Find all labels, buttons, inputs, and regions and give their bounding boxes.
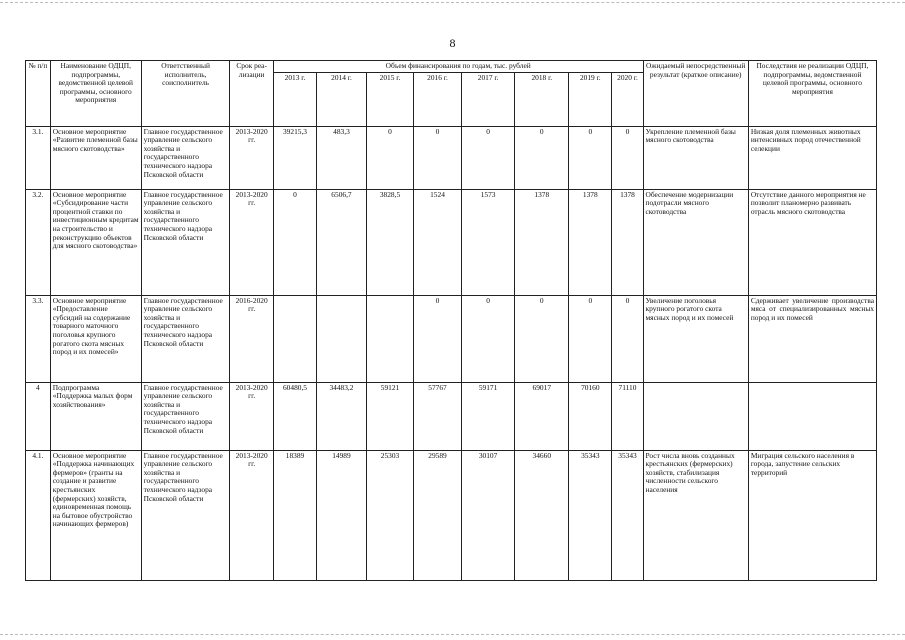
program-table (25, 60, 877, 581)
row-responsible: Главное государственное управление сельского хозяйства и государственного технического надзора Псковской области (141, 450, 230, 580)
row-term: 2013-2020 гг. (230, 189, 273, 295)
table-row (26, 382, 877, 450)
row-value (273, 295, 316, 382)
row-value: 39215,3 (273, 126, 316, 189)
row-term: 2013-2020 гг. (230, 126, 273, 189)
row-value: 0 (273, 189, 316, 295)
row-term: 2013-2020 гг. (230, 450, 273, 580)
header-year: 2015 г. (366, 72, 414, 126)
row-result: Укрепление племенной базы мясного скотоводства (643, 126, 748, 189)
row-value: 0 (414, 126, 462, 189)
header-year: 2013 г. (273, 72, 316, 126)
page-number: 8 (449, 36, 456, 50)
row-result: Обеспечение модернизации подотрасли мясного скотоводства (643, 189, 748, 295)
row-consequences: Низкая доля племенных животных интенсивных пород отечественной селекции (748, 126, 876, 189)
row-responsible: Главное государственное управление сельского хозяйства и государственного технического надзора Псковской области (141, 126, 230, 189)
table-row (26, 189, 877, 295)
row-value: 60480,5 (273, 382, 316, 450)
row-name: Основное мероприятие «Развитие племенной базы мясного скотоводства» (50, 126, 141, 189)
row-num: 3.2. (26, 189, 51, 295)
row-value: 57767 (414, 382, 462, 450)
row-value: 1524 (414, 189, 462, 295)
row-value: 0 (366, 126, 414, 189)
row-value: 34483,2 (317, 382, 367, 450)
row-value: 0 (612, 126, 643, 189)
row-value: 35343 (612, 450, 643, 580)
row-value: 30107 (461, 450, 515, 580)
row-consequences: Отсутствие данного мероприятия не позволит планомерно развивать отрасль мясного скотоводства (748, 189, 876, 295)
row-value: 0 (569, 126, 612, 189)
row-value: 70160 (569, 382, 612, 450)
header-year: 2019 г. (569, 72, 612, 126)
row-value: 3828,5 (366, 189, 414, 295)
header-name: Наименование ОДЦП, подпрограммы, ведомственной целевой программы, основного мероприятия (50, 61, 141, 127)
row-num: 4.1. (26, 450, 51, 580)
row-responsible: Главное государственное управление сельского хозяйства и государственного технического надзора Псковской области (141, 295, 230, 382)
row-num: 3.1. (26, 126, 51, 189)
header-financing: Объем финансирования по годам, тыс. рублей (273, 61, 643, 73)
row-value: 69017 (515, 382, 569, 450)
header-term: Срок реа-лизации (230, 61, 273, 127)
header-num: № п/п (26, 61, 51, 127)
row-value: 59121 (366, 382, 414, 450)
row-result (643, 382, 748, 450)
row-value: 14989 (317, 450, 367, 580)
row-value (317, 295, 367, 382)
row-consequences (748, 382, 876, 450)
row-value: 0 (414, 295, 462, 382)
row-value: 0 (569, 295, 612, 382)
row-value: 1378 (515, 189, 569, 295)
row-value: 0 (515, 295, 569, 382)
row-value: 0 (461, 126, 515, 189)
row-value (366, 295, 414, 382)
header-consequences: Последствия не реализации ОДЦП, подпрограммы, ведомственной целевой программы, основного мероприятия (748, 61, 876, 127)
row-value: 59171 (461, 382, 515, 450)
row-value: 34660 (515, 450, 569, 580)
row-num: 4 (26, 382, 51, 450)
row-consequences: Миграция сельского населения в города, запустение сельских территорий (748, 450, 876, 580)
row-value: 29589 (414, 450, 462, 580)
row-value: 0 (515, 126, 569, 189)
row-value: 483,3 (317, 126, 367, 189)
row-value: 0 (612, 295, 643, 382)
header-year: 2020 г. (612, 72, 643, 126)
header-expected-result: Ожидаемый непосредственный результат (краткое описание) (643, 61, 748, 127)
row-result: Увеличение поголовья крупного рогатого скота мясных пород и их помесей (643, 295, 748, 382)
row-responsible: Главное государственное управление сельского хозяйства и государственного технического надзора Псковской области (141, 189, 230, 295)
table-row (26, 295, 877, 382)
header-year: 2017 г. (461, 72, 515, 126)
row-value: 18389 (273, 450, 316, 580)
row-num: 3.3. (26, 295, 51, 382)
row-responsible: Главное государственное управление сельского хозяйства и государственного технического надзора Псковской области (141, 382, 230, 450)
row-value: 1378 (612, 189, 643, 295)
scan-edge-top (0, 2, 905, 3)
row-value: 71110 (612, 382, 643, 450)
header-year: 2014 г. (317, 72, 367, 126)
row-name: Основное мероприятие «Поддержка начинающих фермеров» (гранты на создание и развитие крестьянских (фермерских) хозяйств, единовременная помощь на бытовое обустройство начинающих фермеров) (50, 450, 141, 580)
row-value: 35343 (569, 450, 612, 580)
row-result: Рост числа вновь созданных крестьянских (фермерских) хозяйств, стабилизация численности сельского населения (643, 450, 748, 580)
row-value: 6506,7 (317, 189, 367, 295)
header-year: 2016 г. (414, 72, 462, 126)
row-consequences: Сдерживает увеличение производства мяса от специализированных мясных пород и их помесей (748, 295, 876, 382)
row-value: 25303 (366, 450, 414, 580)
table-row (26, 450, 877, 580)
row-term: 2013-2020 гг. (230, 382, 273, 450)
row-name: Подпрограмма «Поддержка малых форм хозяйствования» (50, 382, 141, 450)
header-responsible: Ответственный исполнитель, соисполнитель (141, 61, 230, 127)
row-value: 1573 (461, 189, 515, 295)
header-year: 2018 г. (515, 72, 569, 126)
row-name: Основное мероприятие «Субсидирование части процентной ставки по инвестиционным кредитам на строительство и реконструкцию объектов для мясного скотоводства» (50, 189, 141, 295)
row-term: 2016-2020 гг. (230, 295, 273, 382)
table-row (26, 126, 877, 189)
row-name: Основное мероприятие «Предоставление субсидий на содержание товарного маточного поголовья крупного рогатого скота мясных пород и их помесей» (50, 295, 141, 382)
row-value: 1378 (569, 189, 612, 295)
row-value: 0 (461, 295, 515, 382)
scan-edge-bottom (0, 634, 905, 635)
